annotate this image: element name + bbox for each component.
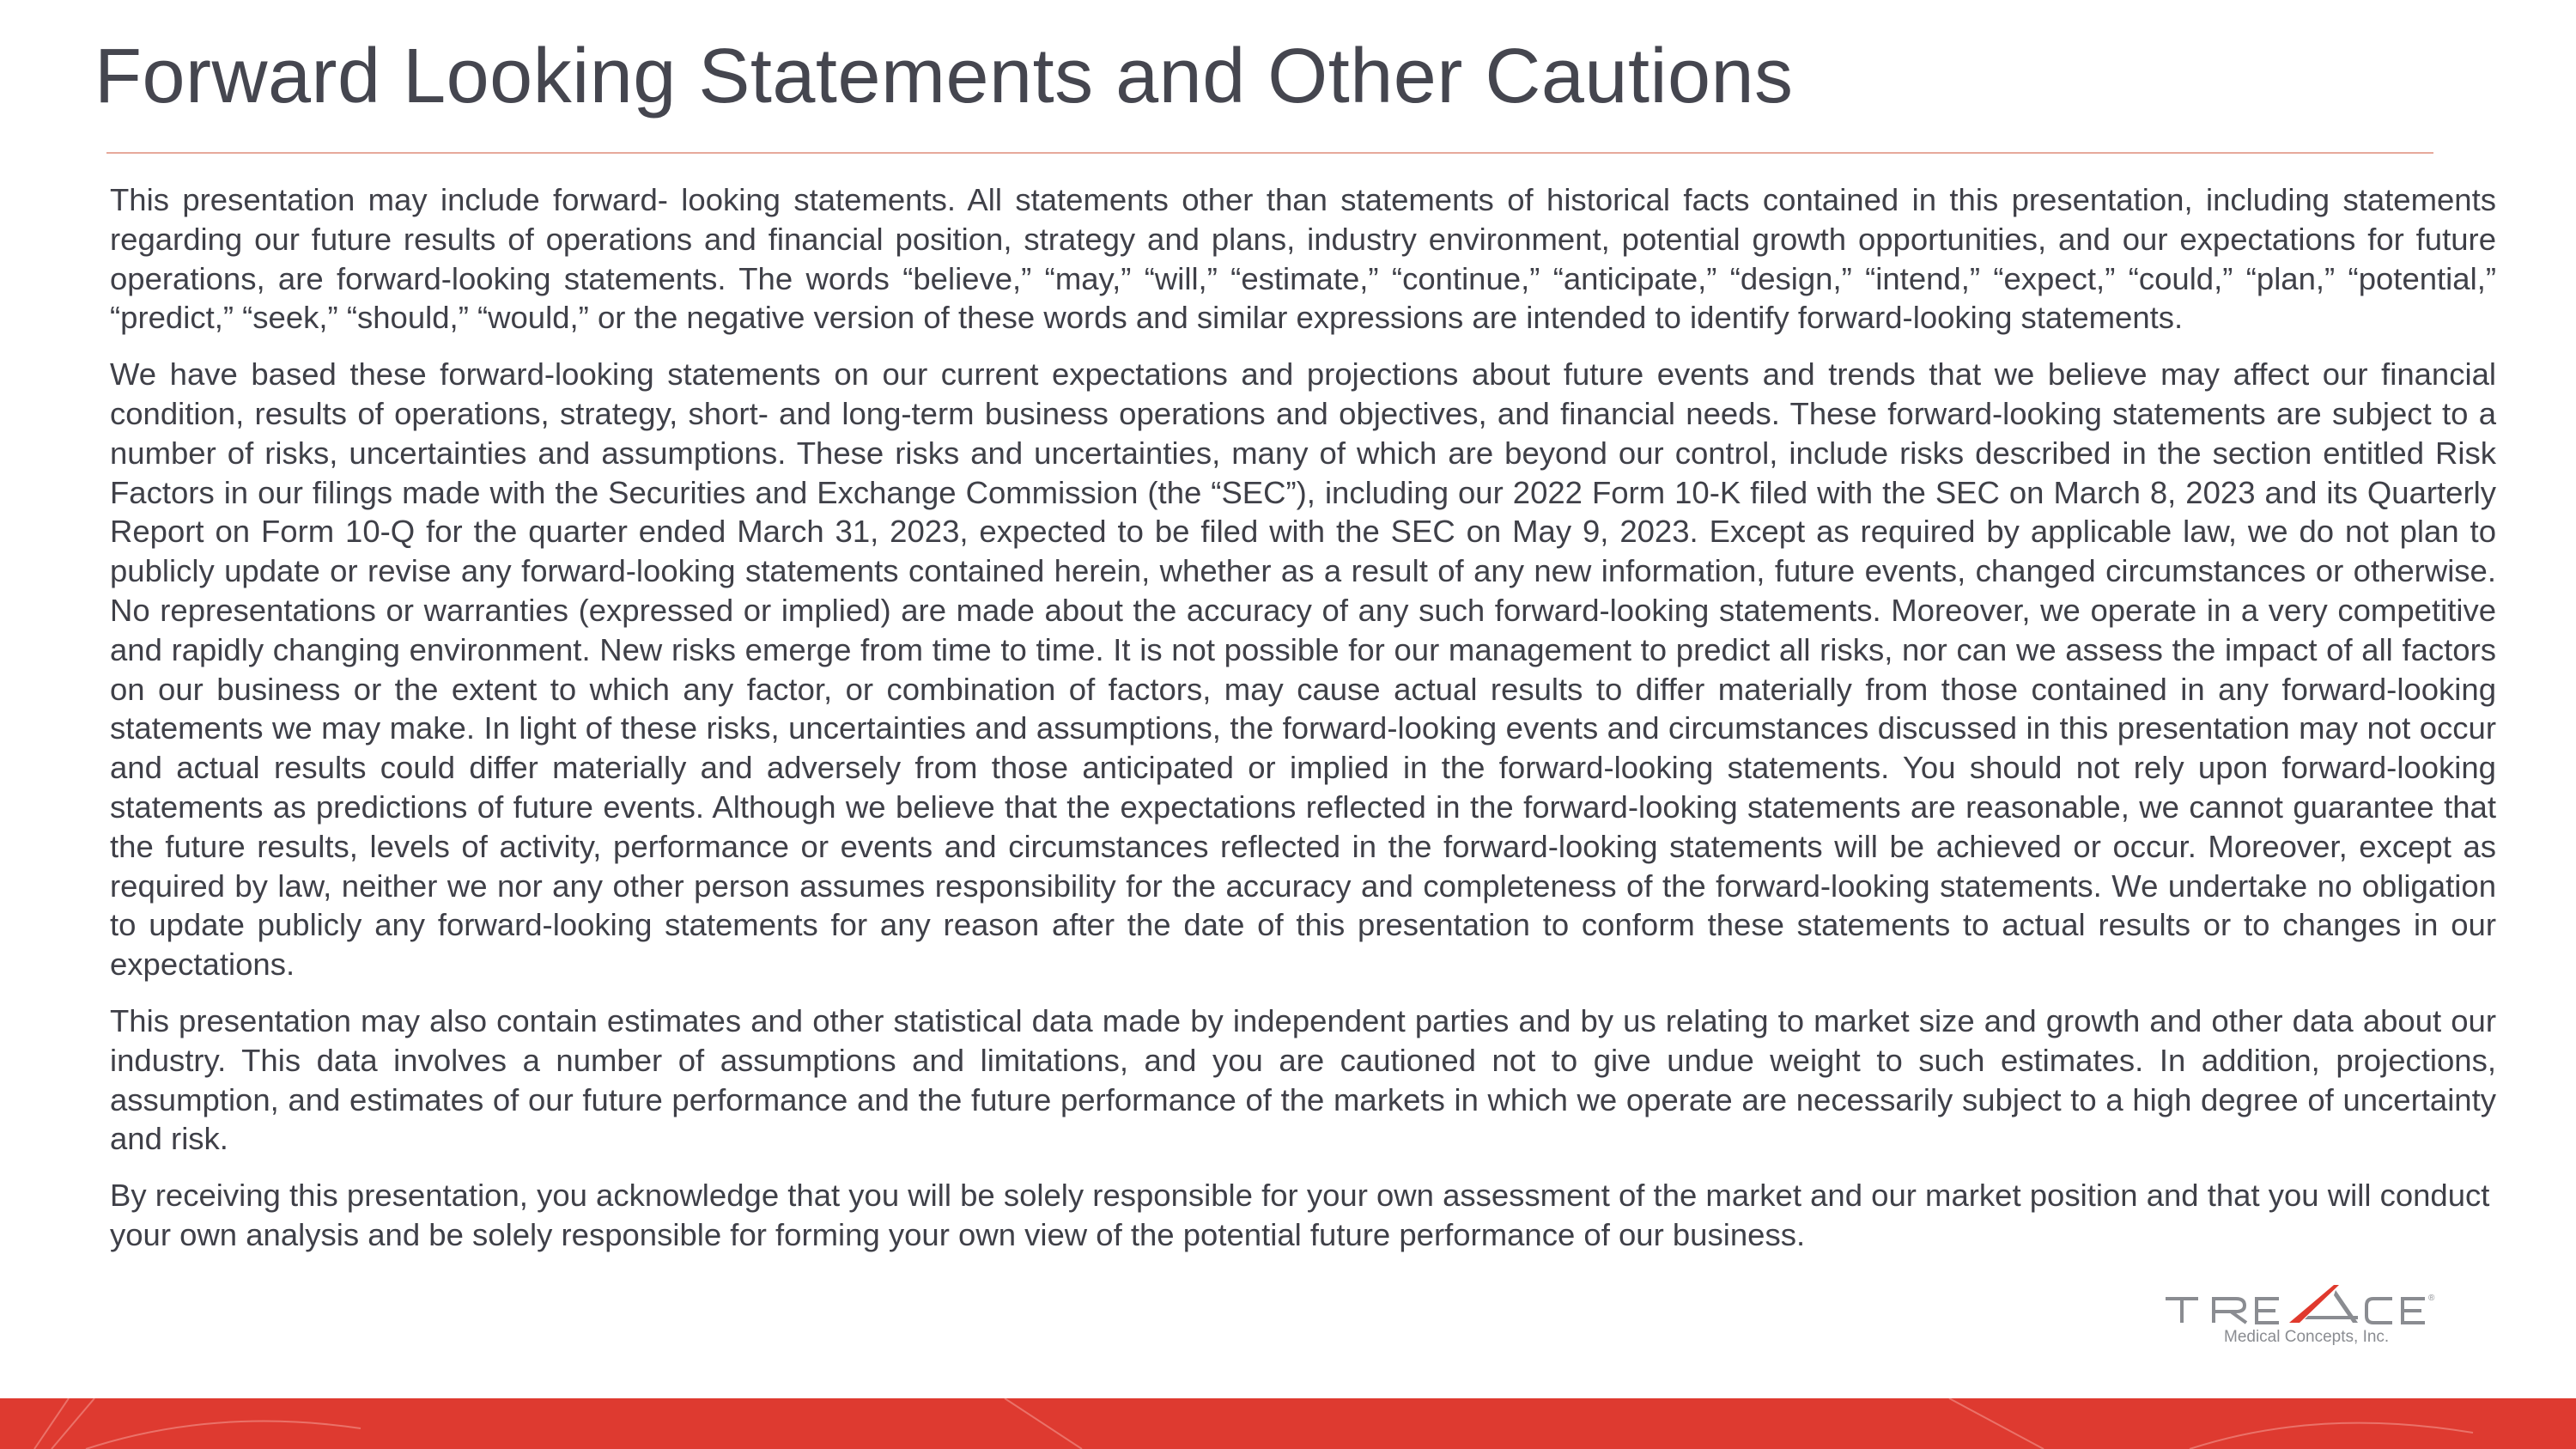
slide-title: Forward Looking Statements and Other Cautions [94, 33, 1794, 119]
disclaimer-paragraph-3: This presentation may also contain estimates and other statistical data made by independent parties and by us relating to market size and growth and other data about our industry. This data involves a number of assumptions and limitations, and you are cautioned not to give undue weight to such estimates. In addition, projections, assumption, and estimates of our future performance and the future performance of the markets in which we operate are necessarily subject to a high degree of uncertainty and risk. [110, 1002, 2496, 1157]
disclaimer-paragraph-2: We have based these forward-looking statements on our current expectations and projections about future events and trends that we believe may affect our financial condition, results of operations, strategy, short- and long-term business operations and objectives, and financial needs. These forward-looking statements are subject to a number of risks, uncertainties and assumptions. These risks and uncertainties, many of which are beyond our control, include risks described in the section entitled Risk Factors in our filings made with the Securities and Exchange Commission (the “SEC”), including our 2022 Form 10-K filed with the SEC on March 8, 2023 and its Quarterly Report on Form 10-Q for the quarter ended March 31, 2023, expected to be filed with the SEC on May 9, 2023. Except as required by applicable law, we do not plan to publicly update or revise any forward-looking statements contained herein, whether as a result of any new information, future events, changed circumstances or otherwise. No representations or warranties (expressed or implied) are made about the accuracy of any such forward-looking statements. Moreover, we operate in a very competitive and rapidly changing environment. New risks emerge from time to time. It is not possible for our management to predict all risks, nor can we assess the impact of all factors on our business or the extent to which any factor, or combination of factors, may cause actual results to differ materially from those contained in any forward-looking statements we may make. In light of these risks, uncertainties and assumptions, the forward-looking events and circumstances discussed in this presentation may not occur and actual results could differ materially and adversely from those anticipated or implied in the forward-looking statements. You should not rely upon forward-looking statements as predictions of future events. Although we believe that the expectations reflected in the forward-looking statements are reasonable, we cannot guarantee that the future results, levels of activity, performance or events and circumstances reflected in the forward-looking statements will be achieved or occur. Moreover, except as required by law, neither we nor any other person assumes responsibility for the accuracy and completeness of the forward-looking statements. We undertake no obligation to update publicly any forward-looking statements for any reason after the date of this presentation to conform these statements to actual results or to changes in our expectations. [110, 356, 2496, 983]
footer-decoration [0, 1398, 2576, 1449]
title-divider [106, 152, 2433, 154]
disclaimer-paragraph-1: This presentation may include forward- looking statements. All statements other than statements of historical facts contained in this presentation, including statements regarding our future results of operations and financial position, strategy and plans, industry environment, potential growth opportunities, and our expectations for future operations, are forward-looking statements. The words “believe,” “may,” “will,” “estimate,” “continue,” “anticipate,” “design,” “intend,” “expect,” “could,” “plan,” “potential,” “predict,” “seek,” “should,” “would,” or the negative version of these words and similar expressions are intended to identify forward-looking statements. [110, 182, 2496, 336]
logo-subtitle: Medical Concepts, Inc. [2224, 1328, 2390, 1346]
disclaimer-body [110, 180, 2496, 1272]
logo-registered-mark: ® [2428, 1294, 2435, 1303]
footer-band [0, 1398, 2576, 1449]
treace-logo [2164, 1283, 2507, 1352]
disclaimer-paragraph-4: By receiving this presentation, you acknowledge that you will be solely responsible for your own assessment of the market and our market position and that you will conduct your own analysis and be solely responsible for forming your own view of the potential future performance of our business. [110, 1178, 2490, 1252]
